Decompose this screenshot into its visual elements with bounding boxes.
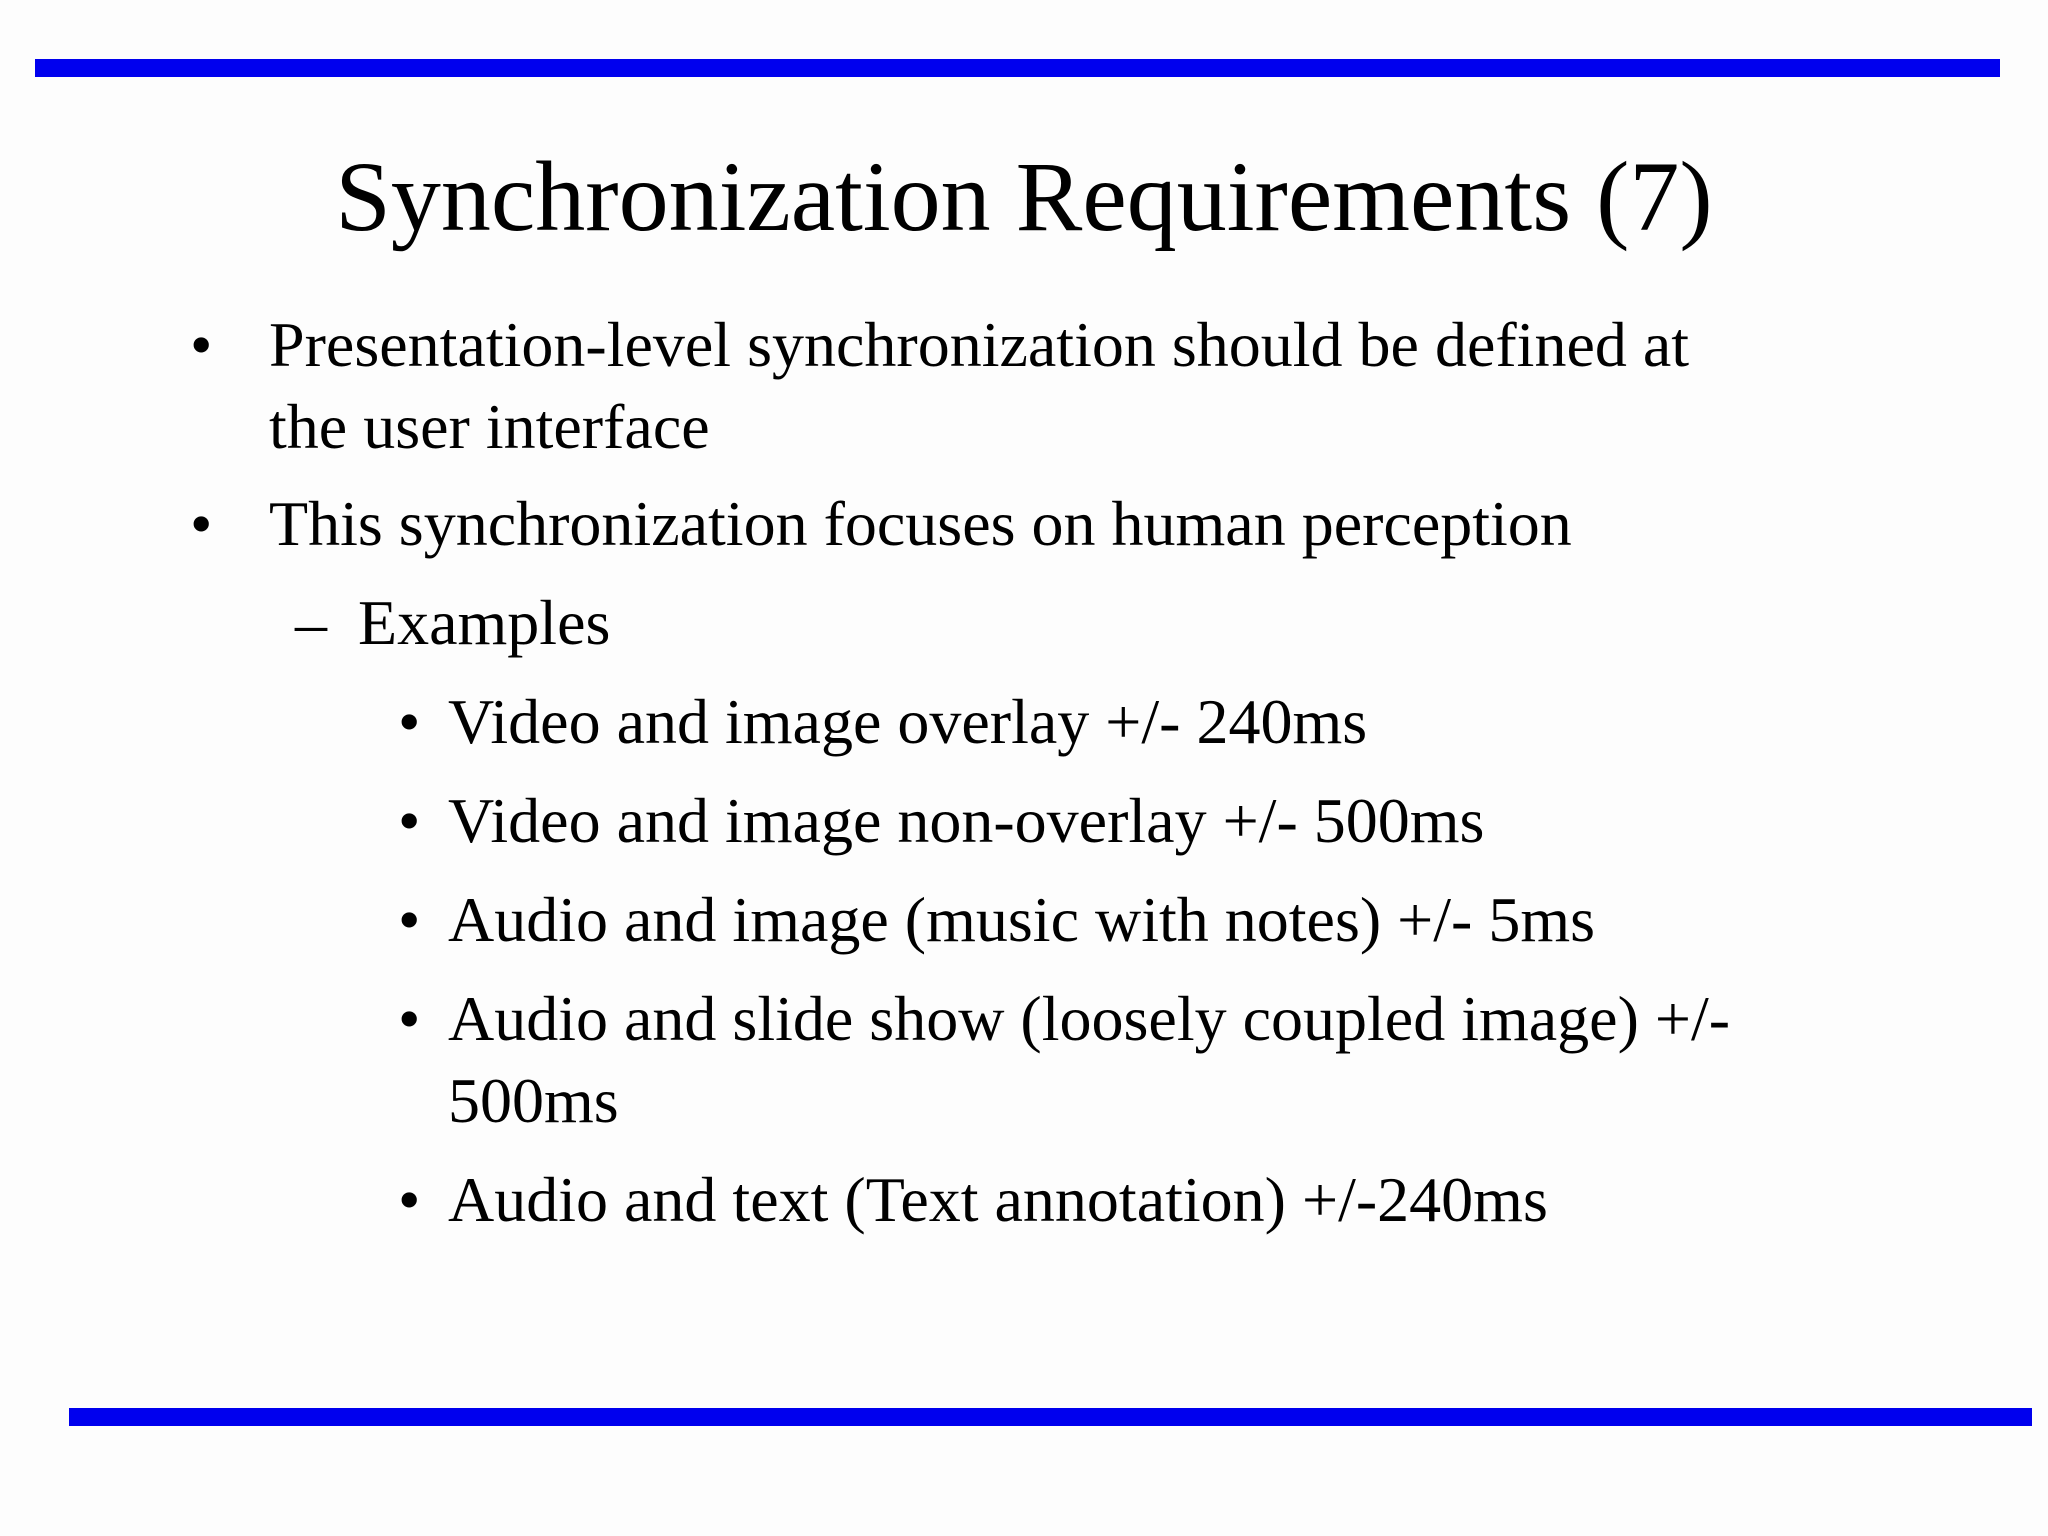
sub-bullet-text: Examples (358, 587, 611, 658)
dash-marker: – (295, 587, 327, 658)
example-text-line: Video and image overlay +/- 240ms (448, 686, 1368, 757)
slide-title: Synchronization Requirements (7) (335, 141, 1713, 252)
bullet-marker: • (398, 785, 421, 856)
bullet-text-line: Presentation-level synchronization should be defined at (269, 309, 1690, 380)
bullet-marker: • (398, 1164, 421, 1235)
bullet-marker: • (190, 309, 213, 380)
bullet-marker: • (398, 884, 421, 955)
bullet-text-line: the user interface (269, 391, 710, 462)
bottom-rule (69, 1408, 2032, 1426)
example-text-line: Video and image non-overlay +/- 500ms (448, 785, 1485, 856)
example-text-line: Audio and image (music with notes) +/- 5ms (448, 884, 1596, 955)
bullet-marker: • (190, 488, 213, 559)
example-text-line: Audio and text (Text annotation) +/-240ms (448, 1164, 1548, 1235)
bullet-marker: • (398, 983, 421, 1054)
example-text-line: 500ms (448, 1065, 619, 1136)
bullet-marker: • (398, 686, 421, 757)
bullet-text-line: This synchronization focuses on human perception (269, 488, 1572, 559)
example-text-line: Audio and slide show (loosely coupled image) +/- (448, 983, 1731, 1054)
